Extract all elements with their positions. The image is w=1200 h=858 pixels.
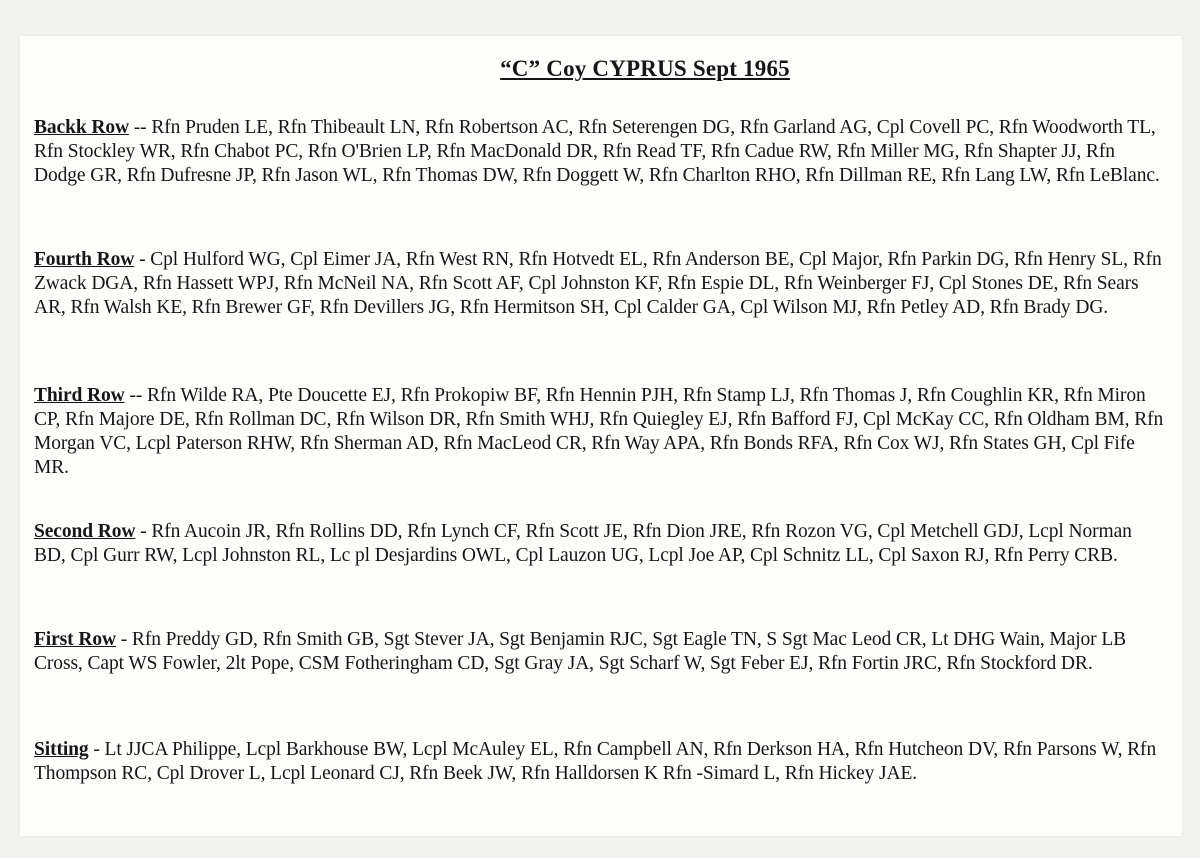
row-section-back <box>34 116 1164 188</box>
row-names: Rfn Pruden LE, Rfn Thibeault LN, Rfn Robertson AC, Rfn Seterengen DG, Rfn Garland AG, Cpl Covell PC, Rfn Woodworth TL, Rfn Stockley WR, Rfn Chabot PC, Rfn O'Brien LP, Rfn MacDonald DR, Rfn Read TF, Rfn Cadue RW, Rfn Miller MG, Rfn Shapter JJ, Rfn Dodge GR, Rfn Dufresne JP, Rfn Jason WL, Rfn Thomas DW, Rfn Doggett W, Rfn Charlton RHO, Rfn Dillman RE, Rfn Lang LW, Rfn LeBlanc. <box>34 117 1160 186</box>
row-label: Third Row <box>34 385 125 406</box>
row-section-first <box>34 628 1164 676</box>
row-label: First Row <box>34 629 116 650</box>
row-names: Lt JJCA Philippe, Lcpl Barkhouse BW, Lcpl McAuley EL, Rfn Campbell AN, Rfn Derkson HA, Rfn Hutcheon DV, Rfn Parsons W, Rfn Thompson RC, Cpl Drover L, Lcpl Leonard CJ, Rfn Beek JW, Rfn Halldorsen K Rfn -Simard L, Rfn Hickey JAE. <box>34 739 1157 784</box>
document-title: “C” Coy CYPRUS Sept 1965 <box>500 56 790 81</box>
row-names: Rfn Preddy GD, Rfn Smith GB, Sgt Stever JA, Sgt Benjamin RJC, Sgt Eagle TN, S Sgt Mac Leod CR, Lt DHG Wain, Major LB Cross, Capt WS Fowler, 2lt Pope, CSM Fotheringham CD, Sgt Gray JA, Sgt Scharf W, Sgt Feber EJ, Rfn Fortin JRC, Rfn Stockford DR. <box>34 629 1127 674</box>
row-separator: -- <box>129 117 152 138</box>
row-label: Sitting <box>34 739 89 760</box>
row-section-fourth <box>34 248 1164 320</box>
row-names: Cpl Hulford WG, Cpl Eimer JA, Rfn West RN, Rfn Hotvedt EL, Rfn Anderson BE, Cpl Major, Rfn Parkin DG, Rfn Henry SL, Rfn Zwack DGA, Rfn Hassett WPJ, Rfn McNeil NA, Rfn Scott AF, Cpl Johnston KF, Rfn Espie DL, Rfn Weinberger FJ, Cpl Stones DE, Rfn Sears AR, Rfn Walsh KE, Rfn Brewer GF, Rfn Devillers JG, Rfn Hermitson SH, Cpl Calder GA, Cpl Wilson MJ, Rfn Petley AD, Rfn Brady DG. <box>34 249 1162 318</box>
row-separator: - <box>88 739 105 760</box>
row-section-second <box>34 520 1164 568</box>
row-names: Rfn Wilde RA, Pte Doucette EJ, Rfn Prokopiw BF, Rfn Hennin PJH, Rfn Stamp LJ, Rfn Thomas J, Rfn Coughlin KR, Rfn Miron CP, Rfn Majore DE, Rfn Rollman DC, Rfn Wilson DR, Rfn Smith WHJ, Rfn Quiegley EJ, Rfn Bafford FJ, Cpl McKay CC, Rfn Oldham BM, Rfn Morgan VC, Lcpl Paterson RHW, Rfn Sherman AD, Rfn MacLeod CR, Rfn Way APA, Rfn Bonds RFA, Rfn Cox WJ, Rfn States GH, Cpl Fife MR. <box>34 385 1164 478</box>
row-section-sitting <box>34 738 1164 786</box>
row-separator: -- <box>124 385 148 406</box>
row-label: Second Row <box>34 521 136 542</box>
row-section-third <box>34 384 1164 480</box>
row-separator: - <box>135 521 152 542</box>
row-label: Backk Row <box>34 117 129 138</box>
row-separator: - <box>134 249 151 270</box>
row-label: Fourth Row <box>34 249 135 270</box>
row-names: Rfn Aucoin JR, Rfn Rollins DD, Rfn Lynch CF, Rfn Scott JE, Rfn Dion JRE, Rfn Rozon VG, Cpl Metchell GDJ, Lcpl Norman BD, Cpl Gurr RW, Lcpl Johnston RL, Lc pl Desjardins OWL, Cpl Lauzon UG, Lcpl Joe AP, Cpl Schnitz LL, Cpl Saxon RJ, Rfn Perry CRB. <box>34 521 1132 566</box>
row-separator: - <box>115 629 132 650</box>
